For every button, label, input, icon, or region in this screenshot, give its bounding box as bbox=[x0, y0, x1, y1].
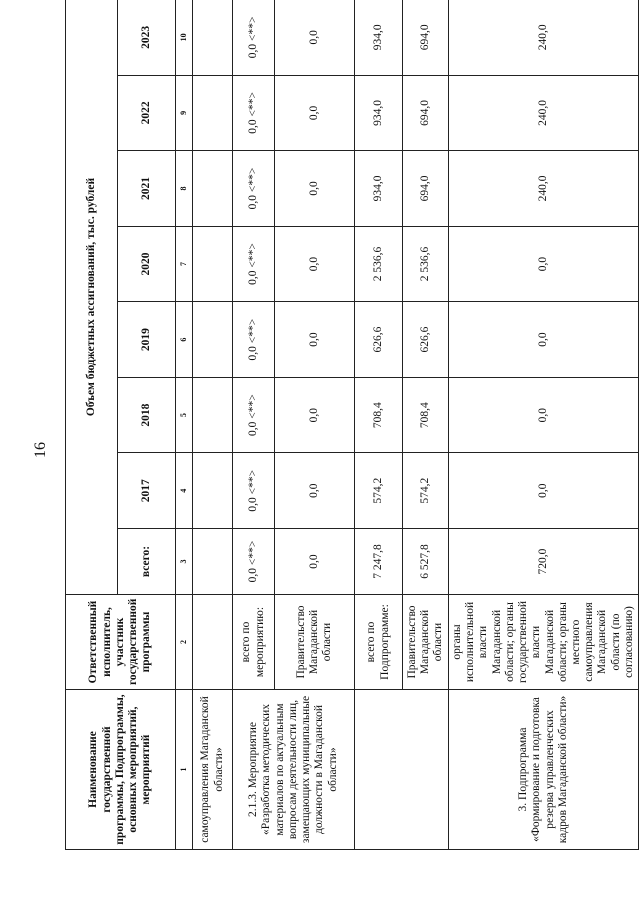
row-name: самоуправления Магаданской области» bbox=[193, 690, 233, 850]
value-cell: 0,0 <**> bbox=[233, 0, 275, 75]
value-cell: 0,0 <**> bbox=[233, 226, 275, 302]
value-cell: 0,0 bbox=[275, 529, 355, 595]
value-cell: 574,2 bbox=[403, 453, 449, 529]
header-year: 2022 bbox=[118, 75, 176, 151]
header-total: всего: bbox=[118, 529, 176, 595]
value-cell: 720,0 bbox=[449, 529, 639, 595]
value-cell: 0,0 bbox=[449, 377, 639, 453]
header-responsible: Ответственный исполнитель, участник государственной программы bbox=[66, 595, 176, 690]
value-cell: 0,0 bbox=[449, 226, 639, 302]
value-cell: 694,0 bbox=[403, 0, 449, 75]
value-cell: 0,0 <**> bbox=[233, 377, 275, 453]
value-cell: 934,0 bbox=[355, 0, 403, 75]
value-cell: 2 536,6 bbox=[355, 226, 403, 302]
value-cell: 0,0 <**> bbox=[233, 302, 275, 378]
value-cell: 240,0 bbox=[449, 151, 639, 227]
value-cell: 708,4 bbox=[355, 377, 403, 453]
column-index: 7 bbox=[176, 226, 193, 302]
value-cell: 0,0 bbox=[275, 0, 355, 75]
value-cell: 708,4 bbox=[403, 377, 449, 453]
header-name: Наименование государственной программы, Подпрограммы, основных мероприятий, мероприятий bbox=[66, 690, 176, 850]
column-index: 4 bbox=[176, 453, 193, 529]
value-cell: 2 536,6 bbox=[403, 226, 449, 302]
table-row bbox=[355, 0, 403, 850]
value-cell: 240,0 bbox=[449, 0, 639, 75]
table-row bbox=[449, 0, 639, 850]
value-cell: 0,0 bbox=[449, 453, 639, 529]
value-cell: 0,0 <**> bbox=[233, 529, 275, 595]
table-container bbox=[65, 0, 635, 850]
value-cell: 0,0 <**> bbox=[233, 453, 275, 529]
value-cell: 0,0 <**> bbox=[233, 151, 275, 227]
row-responsible: органы исполнительной власти Магаданской области; органы государственной власти Магаданской области; органы местного самоуправления Магаданской области (по согласованию) bbox=[449, 595, 639, 690]
value-cell: 934,0 bbox=[355, 151, 403, 227]
value-cell: 6 527,8 bbox=[403, 529, 449, 595]
value-cell: 0,0 bbox=[275, 302, 355, 378]
value-cell: 694,0 bbox=[403, 75, 449, 151]
value-cell: 694,0 bbox=[403, 151, 449, 227]
header-year: 2020 bbox=[118, 226, 176, 302]
table-row bbox=[193, 0, 233, 850]
row-responsible: всего по Подпрограмме: bbox=[355, 595, 403, 690]
row-responsible: Правительство Магаданской области bbox=[275, 595, 355, 690]
row-name: 2.1.3. Мероприятие «Разработка методических материалов по актуальным вопросам деятельности лиц, замещающих муниципальные должности в Магаданской области» bbox=[233, 690, 355, 850]
column-index: 10 bbox=[176, 0, 193, 75]
column-index: 2 bbox=[176, 595, 193, 690]
header-budget-group: Объем бюджетных ассигнований, тыс. рублей bbox=[66, 0, 118, 595]
column-index: 8 bbox=[176, 151, 193, 227]
value-cell: 574,2 bbox=[355, 453, 403, 529]
budget-table bbox=[65, 0, 639, 850]
column-index: 3 bbox=[176, 529, 193, 595]
header-year: 2021 bbox=[118, 151, 176, 227]
value-cell: 0,0 bbox=[275, 377, 355, 453]
value-cell: 934,0 bbox=[355, 75, 403, 151]
value-cell: 0,0 bbox=[275, 453, 355, 529]
value-cell: 0,0 bbox=[275, 226, 355, 302]
value-cell: 0,0 bbox=[275, 75, 355, 151]
value-cell: 240,0 bbox=[449, 75, 639, 151]
row-name: 3. Подпрограмма «Формирование и подготовка резерва управленческих кадров Магаданской области» bbox=[449, 690, 639, 850]
column-index: 6 bbox=[176, 302, 193, 378]
value-cell: 7 247,8 bbox=[355, 529, 403, 595]
value-cell: 626,6 bbox=[355, 302, 403, 378]
row-responsible: всего по мероприятию: bbox=[233, 595, 275, 690]
header-year: 2023 bbox=[118, 0, 176, 75]
page-number: 16 bbox=[32, 442, 49, 458]
value-cell: 0,0 <**> bbox=[233, 75, 275, 151]
column-index-row bbox=[176, 0, 193, 850]
header-year: 2017 bbox=[118, 453, 176, 529]
value-cell: 0,0 bbox=[449, 302, 639, 378]
column-index: 5 bbox=[176, 377, 193, 453]
value-cell: 0,0 bbox=[275, 151, 355, 227]
column-index: 1 bbox=[176, 690, 193, 850]
row-responsible: Правительство Магаданской области bbox=[403, 595, 449, 690]
header-year: 2018 bbox=[118, 377, 176, 453]
table-row bbox=[233, 0, 275, 850]
column-index: 9 bbox=[176, 75, 193, 151]
header-year: 2019 bbox=[118, 302, 176, 378]
value-cell: 626,6 bbox=[403, 302, 449, 378]
